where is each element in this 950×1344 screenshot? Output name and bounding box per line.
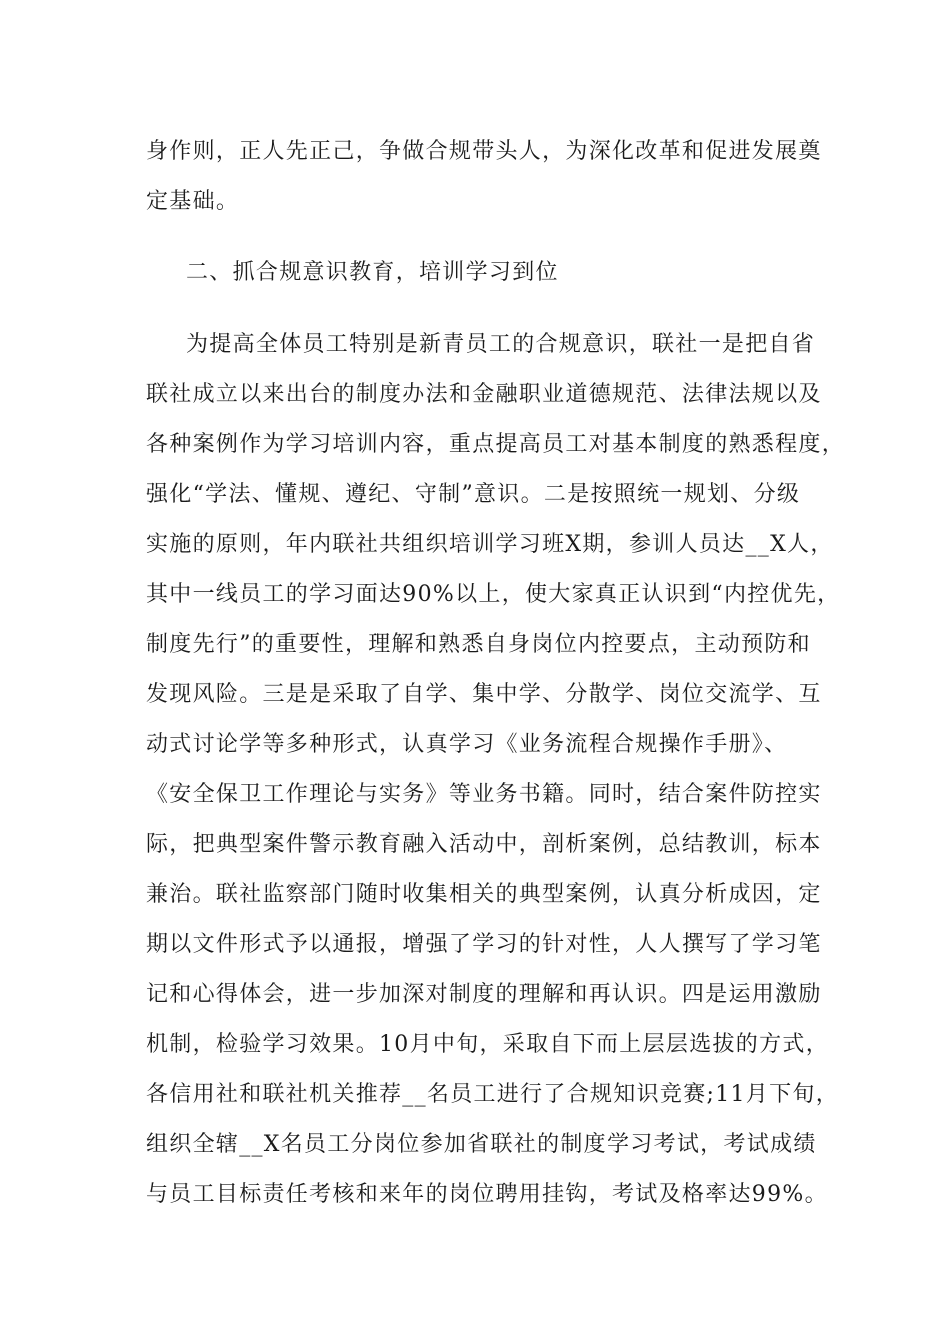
text-line: 机制，检验学习效果。10月中旬，采取自下而上层层选拔的方式，: [146, 1032, 829, 1057]
text-line: 各信用社和联社机关推荐__名员工进行了合规知识竞赛;11月下旬，: [146, 1082, 840, 1107]
text-line: 强化“学法、懂规、遵纪、守制”意识。二是按照统一规划、分级: [146, 482, 801, 507]
text-line: 各种案例作为学习培训内容，重点提高员工对基本制度的熟悉程度，: [146, 432, 846, 457]
text-line: 《安全保卫工作理论与实务》等业务书籍。同时，结合案件防控实: [146, 782, 822, 807]
text-line: 组织全辖__X名员工分岗位参加省联社的制度学习考试，考试成绩: [146, 1132, 817, 1157]
text-line: 实施的原则，年内联社共组织培训学习班X期，参训人员达__X人，: [146, 532, 834, 557]
section-heading: 二、抓合规意识教育，培训学习到位: [186, 260, 559, 285]
text-line: 期以文件形式予以通报，增强了学习的针对性，人人撰写了学习笔: [146, 932, 822, 957]
text-line: 为提高全体员工特别是新青员工的合规意识，联社一是把自省: [186, 332, 816, 357]
text-line: 制度先行”的重要性，理解和熟悉自身岗位内控要点，主动预防和: [146, 632, 811, 657]
text-line: 身作则，正人先正己，争做合规带头人，为深化改革和促进发展奠: [146, 139, 822, 164]
text-line: 与员工目标责任考核和来年的岗位聘用挂钩，考试及格率达99%。: [146, 1182, 828, 1207]
text-line: 记和心得体会，进一步加深对制度的理解和再认识。四是运用激励: [146, 982, 822, 1007]
text-line: 发现风险。三是是采取了自学、集中学、分散学、岗位交流学、互: [146, 682, 822, 707]
text-line: 联社成立以来出台的制度办法和金融职业道德规范、法律法规以及: [146, 382, 822, 407]
text-line: 兼治。联社监察部门随时收集相关的典型案例，认真分析成因，定: [146, 882, 822, 907]
text-line: 动式讨论学等多种形式，认真学习《业务流程合规操作手册》、: [146, 732, 788, 757]
text-line: 定基础。: [146, 189, 240, 214]
text-line: 其中一线员工的学习面达90%以上，使大家真正认识到“内控优先，: [146, 582, 841, 607]
text-line: 际，把典型案件警示教育融入活动中，剖析案例，总结教训，标本: [146, 832, 822, 857]
